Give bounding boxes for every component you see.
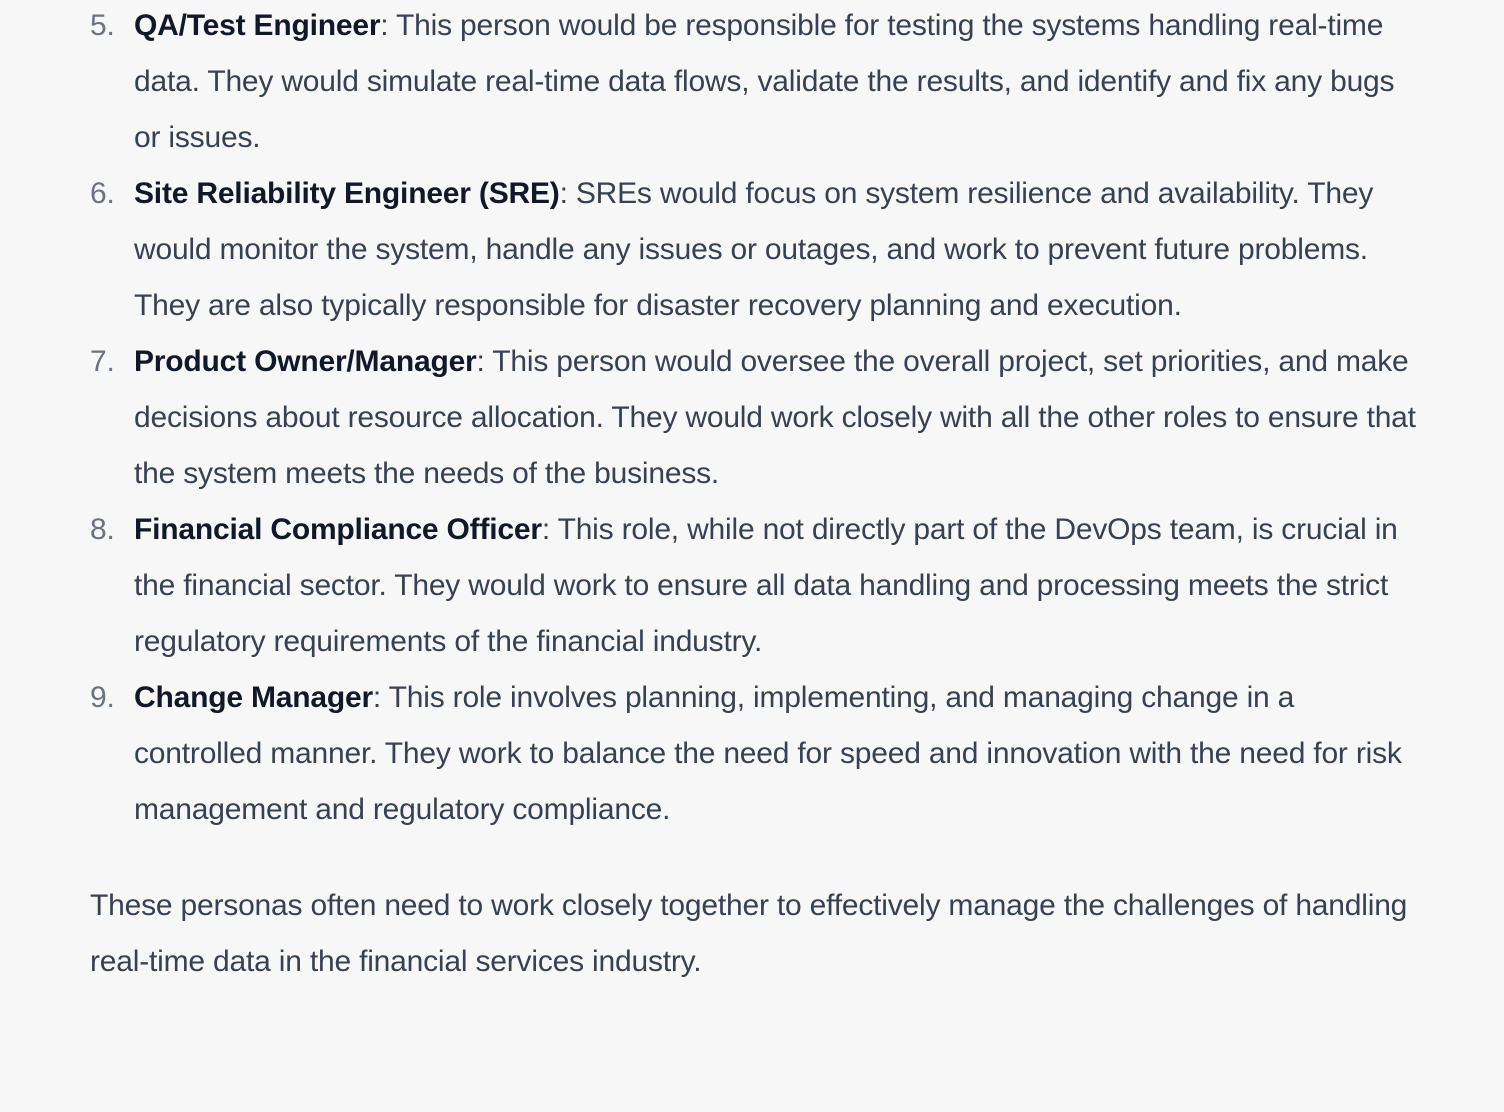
roles-list	[90, 0, 1420, 838]
list-number: 7.	[90, 345, 115, 378]
role-term: QA/Test Engineer	[134, 9, 381, 42]
list-item	[90, 502, 1420, 670]
role-description: : This role, while not directly part of the DevOps team, is crucial in the financial sector. They would work to ensure all data handling and processing meets the strict regulatory requirements of the financial industry.	[134, 513, 1398, 658]
list-item	[90, 166, 1420, 334]
role-term: Change Manager	[134, 681, 373, 714]
summary-paragraph: These personas often need to work closely together to effectively manage the challenges of handling real-time data in the financial services industry.	[90, 889, 1408, 978]
list-number: 9.	[90, 681, 115, 714]
role-term: Site Reliability Engineer (SRE)	[134, 177, 560, 210]
role-description: : This role involves planning, implementing, and managing change in a controlled manner. They work to balance the need for speed and innovation with the need for risk management and regulatory compliance.	[134, 681, 1402, 826]
list-number: 8.	[90, 513, 115, 546]
list-item	[90, 670, 1420, 838]
list-item	[90, 334, 1420, 502]
role-term: Financial Compliance Officer	[134, 513, 542, 546]
role-description: : This person would be responsible for testing the systems handling real-time data. They would simulate real-time data flows, validate the results, and identify and fix any bugs or issues.	[134, 9, 1395, 154]
list-number: 6.	[90, 177, 115, 210]
role-description: : This person would oversee the overall project, set priorities, and make decisions about resource allocation. They would work closely with all the other roles to ensure that the system meets the needs of the business.	[134, 345, 1416, 490]
list-item	[90, 0, 1420, 166]
message-content	[90, 0, 1420, 990]
role-term: Product Owner/Manager	[134, 345, 477, 378]
role-description: : SREs would focus on system resilience and availability. They would monitor the system, handle any issues or outages, and work to prevent future problems. They are also typically responsible for disaster recovery planning and execution.	[134, 177, 1374, 322]
list-number: 5.	[90, 9, 115, 42]
